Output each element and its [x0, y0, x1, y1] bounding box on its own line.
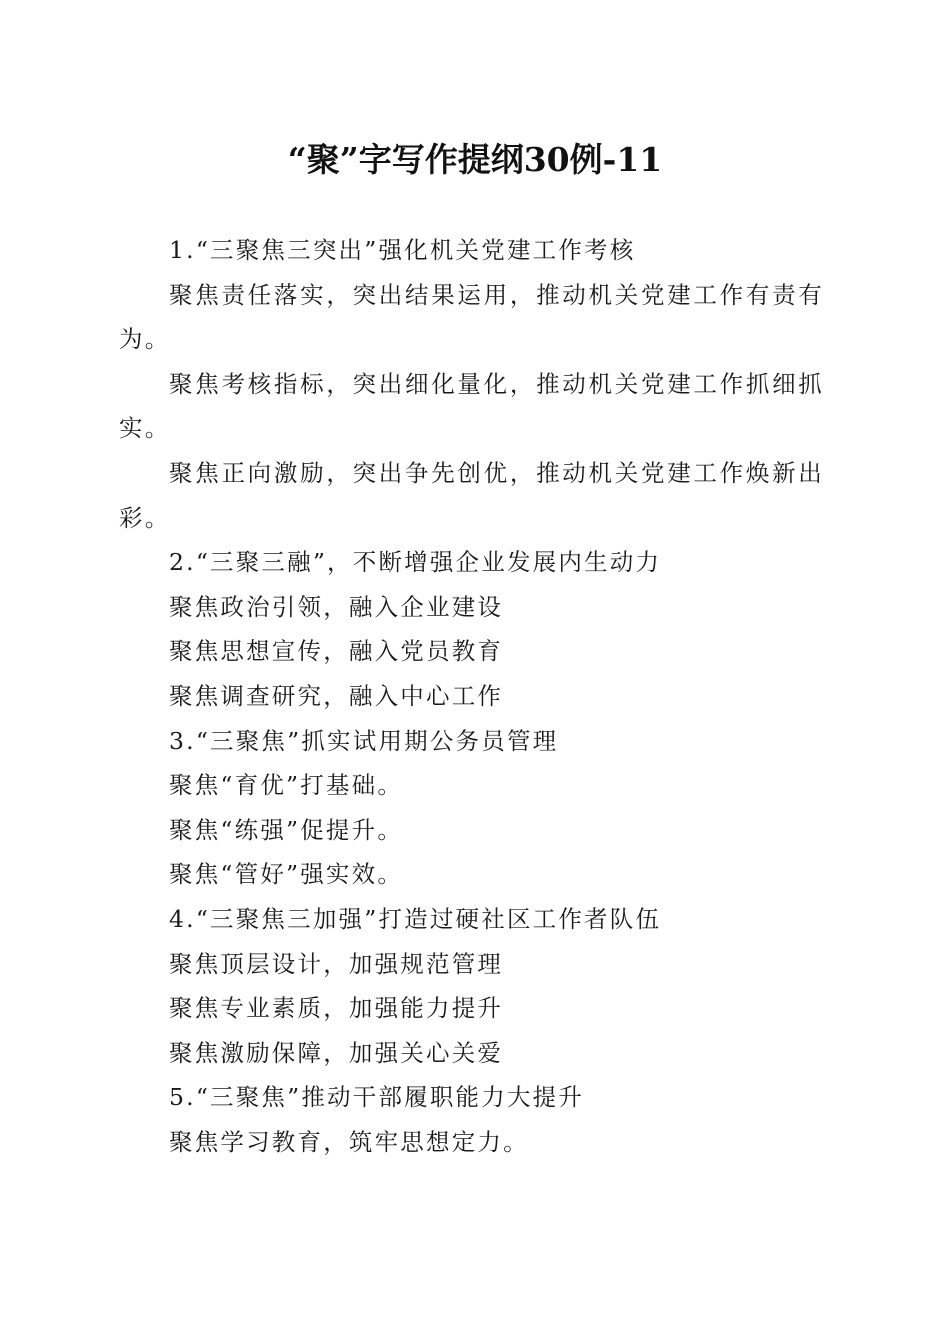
section-heading-1: 1.“三聚焦三突出”强化机关党建工作考核: [169, 236, 636, 264]
paragraph: 聚焦“育优”打基础。: [169, 771, 404, 800]
section-heading-4: 4.“三聚焦三加强”打造过硬社区工作者队伍: [169, 904, 662, 933]
paragraph: 聚焦责任落实，突出结果运用，推动机关党建工作有责有为。: [119, 280, 824, 354]
document-body: [119, 228, 824, 1164]
paragraph: 聚焦思想宣传，融入党员教育: [169, 637, 504, 666]
paragraph: 聚焦正向激励，突出争先创优，推动机关党建工作焕新出彩。: [119, 458, 824, 532]
section-heading-3: 3.“三聚焦”抓实试用期公务员管理: [169, 726, 559, 755]
section-heading-5: 5.“三聚焦”推动干部履职能力大提升: [169, 1083, 585, 1112]
paragraph: 聚焦调查研究，融入中心工作: [169, 681, 504, 710]
paragraph: 聚焦学习教育，筑牢思想定力。: [169, 1127, 529, 1156]
paragraph: 聚焦政治引领，融入企业建设: [169, 592, 504, 621]
paragraph: 聚焦激励保障，加强关心关爱: [169, 1038, 504, 1067]
paragraph: 聚焦“管好”强实效。: [169, 860, 404, 889]
paragraph: 聚焦考核指标，突出细化量化，推动机关党建工作抓细抓实。: [119, 369, 824, 443]
section-heading-2: 2.“三聚三融”，不断增强企业发展内生动力: [169, 548, 662, 577]
document-title: “聚”字写作提纲30例-11: [287, 140, 663, 179]
paragraph: 聚焦“练强”促提升。: [169, 815, 404, 844]
paragraph: 聚焦顶层设计，加强规范管理: [169, 949, 504, 978]
paragraph: 聚焦专业素质，加强能力提升: [169, 994, 504, 1023]
